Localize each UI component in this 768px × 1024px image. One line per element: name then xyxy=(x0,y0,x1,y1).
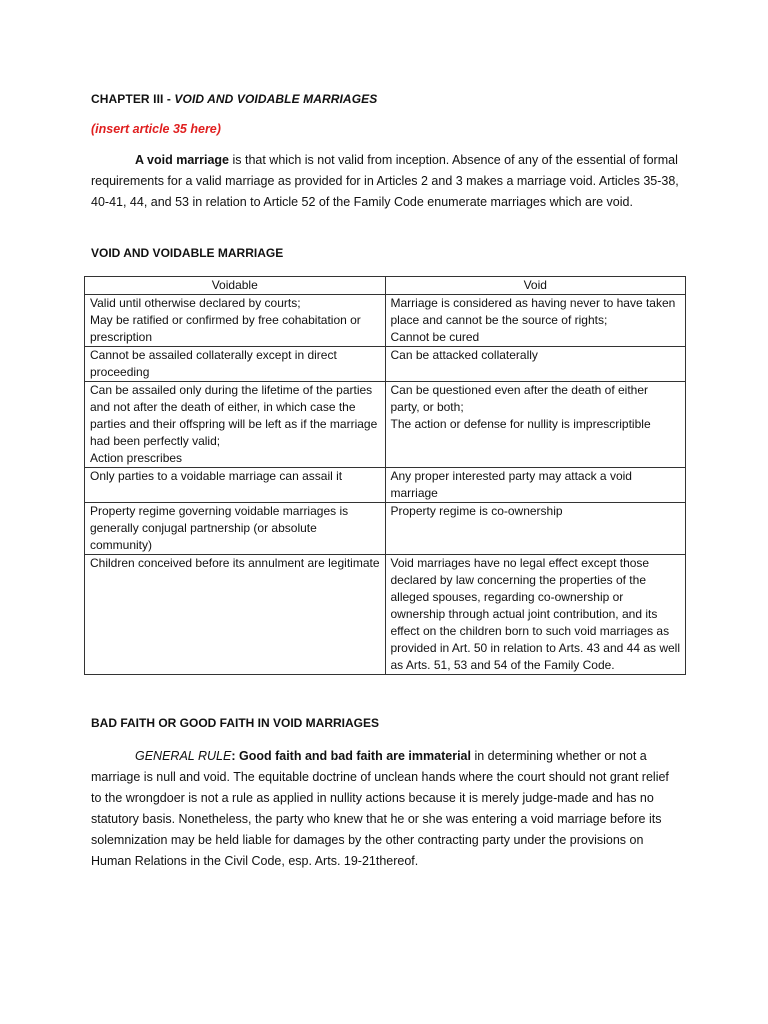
cell-line: Children conceived before its annulment are legitimate xyxy=(90,556,380,570)
table-row xyxy=(85,503,686,555)
general-rule-text: in determining whether or not a marriage is null and void. The equitable doctrine of unclean hands where the court should not grant relief to the wrongdoer is not a rule as applied in nullity actions because it is merely judge-made and has no statutory basis. Nonetheless, the party who knew that he or she was entering a void marriage before its solemnization may be held liable for damages by the other contracting party under the provisions on Human Relations in the Civil Code, esp. Arts. 19-21thereof. xyxy=(91,749,669,868)
table-row xyxy=(85,382,686,468)
table-cell-void xyxy=(385,503,686,555)
chapter-prefix: CHAPTER III - xyxy=(91,92,171,106)
table-cell-void xyxy=(385,382,686,468)
cell-line: Can be questioned even after the death of either party, or both; xyxy=(390,383,649,414)
cell-line: Property regime governing voidable marriages is generally conjugal partnership (or absolute community) xyxy=(90,504,349,552)
table-cell-voidable xyxy=(85,503,386,555)
table-cell-void xyxy=(385,555,686,675)
cell-line: Can be attacked collaterally xyxy=(390,348,538,362)
table-cell-void xyxy=(385,468,686,503)
intro-lead: A void marriage xyxy=(135,153,230,167)
general-rule-colon: : xyxy=(231,749,239,763)
table-row xyxy=(85,347,686,382)
cell-line: Can be assailed only during the lifetime of the parties and not after the death of either, in which case the parties and their offspring will be left as if the marriage had been perfectly valid; xyxy=(90,383,378,448)
table-cell-voidable xyxy=(85,555,386,675)
cell-line: The action or defense for nullity is imprescriptible xyxy=(390,417,651,431)
table-body xyxy=(85,295,686,675)
table-cell-void xyxy=(385,347,686,382)
cell-line: Any proper interested party may attack a void marriage xyxy=(390,469,632,500)
general-rule-label: GENERAL RULE xyxy=(135,749,232,763)
comparison-table xyxy=(84,276,686,675)
section-heading-faith: BAD FAITH OR GOOD FAITH IN VOID MARRIAGES xyxy=(91,716,380,730)
insert-note: (insert article 35 here) xyxy=(91,122,221,136)
table-cell-void xyxy=(385,295,686,347)
table-cell-voidable xyxy=(85,468,386,503)
intro-text: is that which is not valid from inception. Absence of any of the essential of formal requirements for a valid marriage as provided for in Articles 2 and 3 makes a marriage void. Articles 35-38, 40-41, 44, and 53 in relation to Article 52 of the Family Code enumerate marriages which are void. xyxy=(91,153,679,209)
cell-line: Valid until otherwise declared by courts; xyxy=(90,296,301,310)
intro-paragraph xyxy=(91,150,681,213)
table-cell-voidable xyxy=(85,347,386,382)
general-rule-bold: Good faith and bad faith are immaterial xyxy=(238,749,471,763)
table-row xyxy=(85,468,686,503)
general-rule-paragraph xyxy=(91,746,681,872)
cell-line: Property regime is co-ownership xyxy=(390,504,563,518)
cell-line: Cannot be cured xyxy=(390,330,480,344)
table-heading: VOID AND VOIDABLE MARRIAGE xyxy=(91,246,284,260)
cell-line: Only parties to a voidable marriage can assail it xyxy=(90,469,343,483)
cell-line: Cannot be assailed collaterally except in direct proceeding xyxy=(90,348,337,379)
chapter-name: VOID AND VOIDABLE MARRIAGES xyxy=(174,92,378,106)
table-row xyxy=(85,295,686,347)
cell-line: Void marriages have no legal effect except those declared by law concerning the properties of the alleged spouses, regarding co-ownership or ownership through actual joint contribution, and its effect on the children born to such void marriages as provided in Art. 50 in relation to Arts. 43 and 44 as well as Arts. 51, 53 and 54 of the Family Code. xyxy=(390,556,681,672)
cell-line: May be ratified or confirmed by free cohabitation or prescription xyxy=(90,313,361,344)
table-row xyxy=(85,555,686,675)
table-cell-voidable xyxy=(85,382,386,468)
table-cell-voidable xyxy=(85,295,386,347)
cell-line: Action prescribes xyxy=(90,451,183,465)
column-header-void: Void xyxy=(385,277,686,295)
column-header-voidable: Voidable xyxy=(85,277,386,295)
table-header-row xyxy=(85,277,686,295)
cell-line: Marriage is considered as having never to have taken place and cannot be the source of rights; xyxy=(390,296,676,327)
chapter-title xyxy=(91,92,377,106)
